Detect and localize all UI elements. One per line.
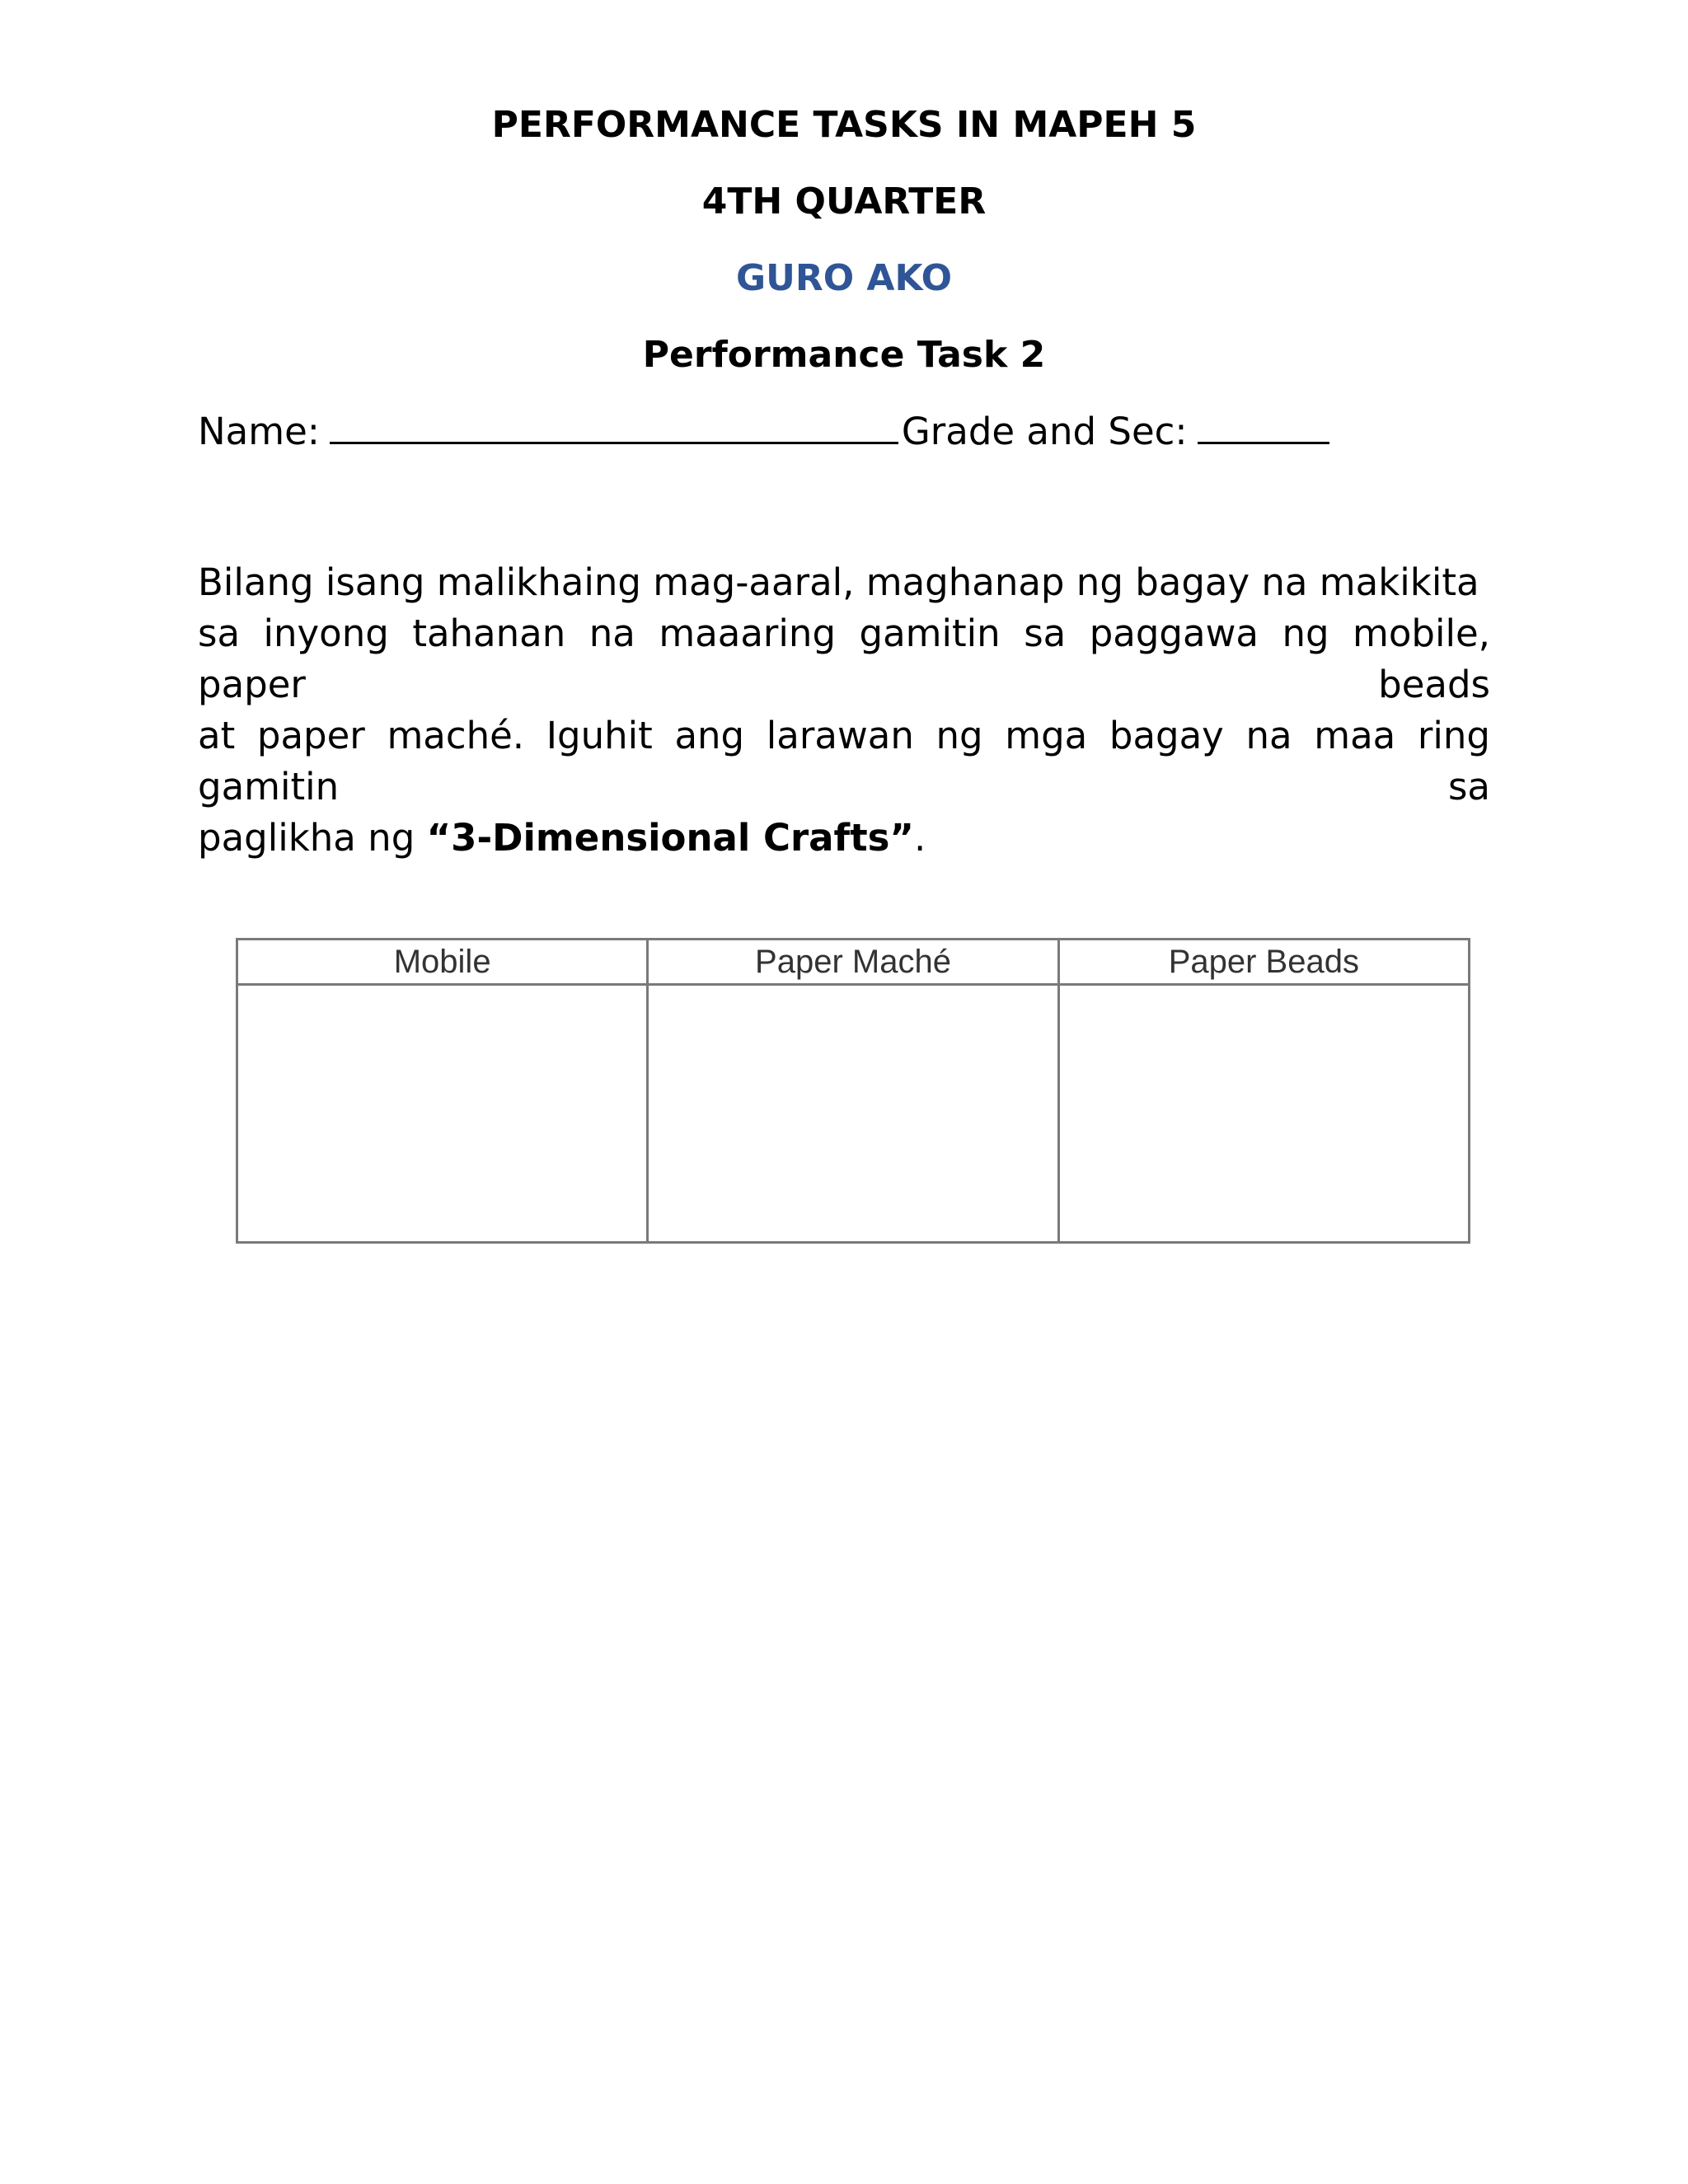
- instructions-line-4: [198, 813, 1490, 864]
- name-label: Name:: [198, 410, 320, 453]
- column-header-mobile: Mobile: [237, 940, 648, 985]
- grade-section-label: Grade and Sec:: [901, 410, 1188, 453]
- table-row: [237, 985, 1470, 1243]
- instructions-line-3: at paper maché. Iguhit ang larawan ng mga bagay na maa ring gamitin sa: [198, 714, 1490, 808]
- page-title: PERFORMANCE TASKS IN MAPEH 5: [491, 104, 1197, 146]
- grade-section-blank[interactable]: [1198, 407, 1329, 444]
- instructions-line-1: Bilang isang malikhaing mag-aaral, maghanap ng bagay na makikita: [198, 560, 1479, 604]
- name-blank[interactable]: [330, 407, 898, 444]
- task-heading: Performance Task 2: [642, 334, 1046, 376]
- instructions-line-4-prefix: paglikha ng: [198, 816, 427, 860]
- instructions-line-2: sa inyong tahanan na maaaring gamitin sa paggawa ng mobile, paper beads: [198, 612, 1490, 706]
- quarter-heading: 4TH QUARTER: [701, 180, 987, 223]
- column-header-paper-beads: Paper Beads: [1058, 940, 1469, 985]
- instructions-line-4-suffix: .: [914, 816, 926, 860]
- student-info-line: [198, 407, 1329, 457]
- instructions-paragraph: [198, 557, 1490, 864]
- table-header-row: [237, 940, 1470, 985]
- column-header-paper-mache: Paper Maché: [648, 940, 1058, 985]
- drawing-cell-paper-mache[interactable]: [648, 985, 1058, 1243]
- teacher-heading: GURO AKO: [735, 257, 953, 299]
- crafts-term: “3-Dimensional Crafts”: [426, 816, 915, 860]
- drawing-cell-paper-beads[interactable]: [1058, 985, 1469, 1243]
- crafts-drawing-table: [236, 938, 1470, 1244]
- drawing-cell-mobile[interactable]: [237, 985, 648, 1243]
